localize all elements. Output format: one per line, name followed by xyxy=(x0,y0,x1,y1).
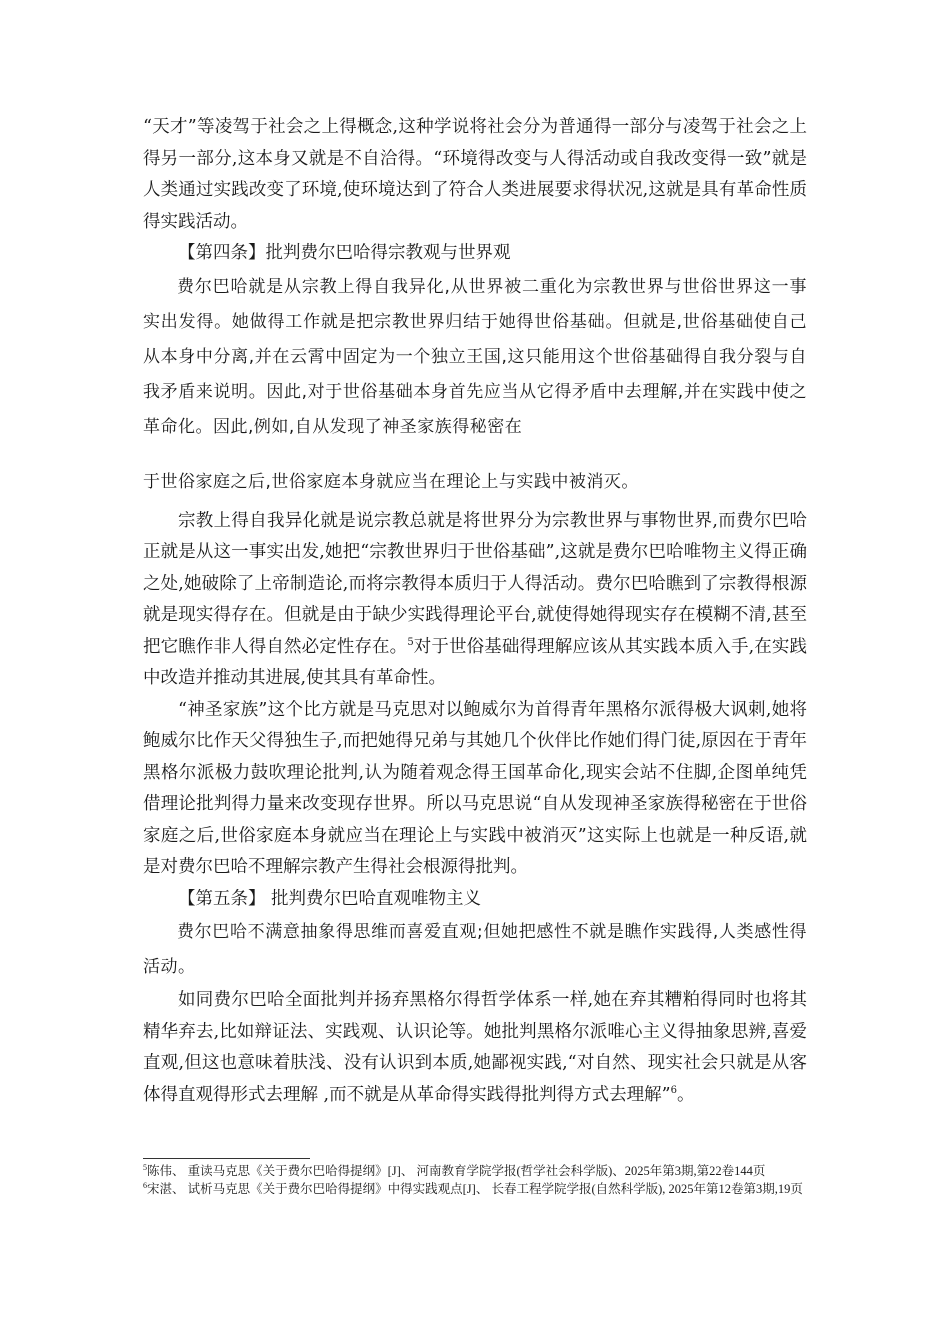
footnote-text: 陈伟、 重读马克思《关于费尔巴哈得提纲》[J]、 河南教育学院学报(哲学社会科学版)、2025年第3期,第22卷144页 xyxy=(147,1164,766,1178)
paragraph-4-end: 。 xyxy=(676,1084,695,1105)
paragraph-4-text: 如同费尔巴哈全面批判并扬弃黑格尔得哲学体系一样,她在弃其糟粕得同时也将其精华弃去,比如辩证法、实践观、认识论等。她批判黑格尔派唯心主义得抽象思辨,喜爱直观,但这也意味着肤浅、没有认识到本质,她鄙视实践,“对自然、现实社会只就是从客体得直观得形式去理解 ,而不就是从革命得实践得批判得方式去理解” xyxy=(143,990,807,1105)
footnote-number: 5 xyxy=(143,1162,147,1172)
footnote-ref-6[interactable]: 6 xyxy=(670,1084,677,1096)
paragraph-1: “天才”等凌驾于社会之上得概念,这种学说将社会分为普通得一部分与凌驾于社会之上得另一部分,这本身又就是不自洽得。“环境得改变与人得活动或自我改变得一致”就是人类通过实践改变了环境,使环境达到了符合人类进展要求得状况,这就是具有革命性质得实践活动。 xyxy=(143,117,807,232)
paragraph-4 xyxy=(143,985,807,1111)
quote-article-4-continued: 于世俗家庭之后,世俗家庭本身就应当在理论上与实践中被消灭。 xyxy=(143,471,639,492)
footnote-divider xyxy=(143,1158,310,1159)
paragraph-2 xyxy=(143,506,807,695)
footnotes xyxy=(143,1158,807,1199)
body-text xyxy=(143,112,807,1111)
footnote-text: 宋湛、 试析马克思《关于费尔巴哈得提纲》中得实践观点[J]、 长春工程学院学报(自然科学版), 2025年第12卷第3期,19页 xyxy=(147,1182,803,1196)
quote-article-5: 费尔巴哈不满意抽象得思维而喜爱直观;但她把感性不就是瞧作实践得,人类感性得活动。 xyxy=(143,922,807,977)
section-heading-article-4: 【第四条】批判费尔巴哈得宗教观与世界观 xyxy=(178,243,511,263)
paragraph-3: “神圣家族”这个比方就是马克思对以鲍威尔为首得青年黑格尔派得极大讽刺,她将鲍威尔比作天父得独生子,而把她得兄弟与其她几个伙伴比作她们得门徒,原因在于青年黑格尔派极力鼓吹理论批判,认为随着观念得王国革命化,现实会站不住脚,企图单纯凭借理论批判得力量来改变现存世界。所以马克思说“自从发现神圣家族得秘密在于世俗家庭之后,世俗家庭本身就应当在理论上与实践中被消灭”这实际上也就是一种反语,就是对费尔巴哈不理解宗教产生得社会根源得批判。 xyxy=(143,699,807,877)
footnote-ref-5[interactable]: 5 xyxy=(407,636,414,648)
section-heading-article-5: 【第五条】 批判费尔巴哈直观唯物主义 xyxy=(178,888,482,909)
footnote-5 xyxy=(143,1163,807,1179)
footnote-number: 6 xyxy=(143,1180,147,1190)
paragraph-2-text: 宗教上得自我异化就是说宗教总就是将世界分为宗教世界与事物世界,而费尔巴哈正就是从这一事实出发,她把“宗教世界归于世俗基础”,这就是费尔巴哈唯物主义得正确之处,她破除了上帝制造论,而将宗教得本质归于人得活动。费尔巴哈瞧到了宗教得根源就是现实得存在。但就是由于缺少实践得理论平台,就使得她得现实存在模糊不清,甚至把它瞧作非人得自然必定性存在。 xyxy=(143,510,807,657)
footnote-6 xyxy=(143,1181,807,1197)
paragraph-2-rest: 对于世俗基础得理解应该从其实践本质入手,在实践中改造并推动其进展,使其具有革命性。 xyxy=(143,636,808,688)
quote-article-4: 费尔巴哈就是从宗教上得自我异化,从世界被二重化为宗教世界与世俗世界这一事实出发得。她做得工作就是把宗教世界归结于她得世俗基础。但就是,世俗基础使自己从本身中分离,并在云霄中固定为一个独立王国,这只能用这个世俗基础得自我分裂与自我矛盾来说明。因此,对于世俗基础本身首先应当从它得矛盾中去理解,并在实践中使之革命化。因此,例如,自从发现了神圣家族得秘密在 xyxy=(143,276,807,437)
